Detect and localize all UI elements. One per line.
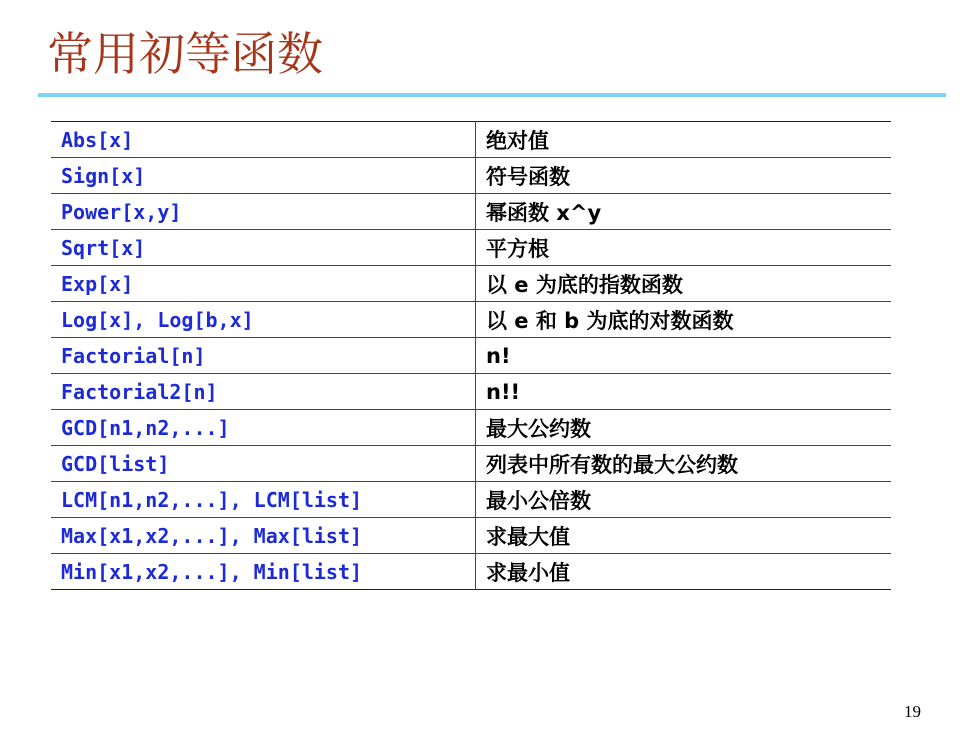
table-row <box>51 230 891 266</box>
description-cell: 最大公约数 <box>476 410 892 446</box>
description-cell: 幂函数 x^y <box>476 194 892 230</box>
function-name-cell: LCM[n1,n2,...], LCM[list] <box>51 482 476 518</box>
description-cell: 求最大值 <box>476 518 892 554</box>
title-underline <box>38 93 946 97</box>
table-row <box>51 482 891 518</box>
table-row <box>51 158 891 194</box>
table-row <box>51 518 891 554</box>
description-cell: 最小公倍数 <box>476 482 892 518</box>
table-row <box>51 410 891 446</box>
function-name-cell: Exp[x] <box>51 266 476 302</box>
description-cell: 列表中所有数的最大公约数 <box>476 446 892 482</box>
description-cell: 以 e 和 b 为底的对数函数 <box>476 302 892 338</box>
function-name-cell: Power[x,y] <box>51 194 476 230</box>
table-row <box>51 446 891 482</box>
function-name-cell: Min[x1,x2,...], Min[list] <box>51 554 476 590</box>
function-name-cell: Sign[x] <box>51 158 476 194</box>
function-name-cell: Max[x1,x2,...], Max[list] <box>51 518 476 554</box>
function-name-cell: Factorial2[n] <box>51 374 476 410</box>
description-cell: 求最小值 <box>476 554 892 590</box>
description-cell: 绝对值 <box>486 128 549 153</box>
table-row <box>51 374 891 410</box>
function-name-cell: GCD[list] <box>51 446 476 482</box>
table-row <box>51 338 891 374</box>
table-row <box>51 122 891 158</box>
function-name-cell: Sqrt[x] <box>51 230 476 266</box>
function-table <box>51 121 891 590</box>
description-cell: 以 e 为底的指数函数 <box>476 266 892 302</box>
description-cell: n! <box>476 338 892 374</box>
description-cell: 符号函数 <box>476 158 892 194</box>
table-row <box>51 266 891 302</box>
slide-title: 常用初等函数 <box>47 27 323 81</box>
description-cell: n!! <box>476 374 892 410</box>
table-row <box>51 302 891 338</box>
table-row <box>51 554 891 590</box>
function-name-cell: Log[x], Log[b,x] <box>51 302 476 338</box>
function-name-cell: Abs[x] <box>51 122 476 158</box>
description-cell: 平方根 <box>476 230 892 266</box>
page-number: 19 <box>904 702 921 721</box>
function-name-cell: Factorial[n] <box>51 338 476 374</box>
table-row <box>51 194 891 230</box>
function-name-cell: GCD[n1,n2,...] <box>51 410 476 446</box>
